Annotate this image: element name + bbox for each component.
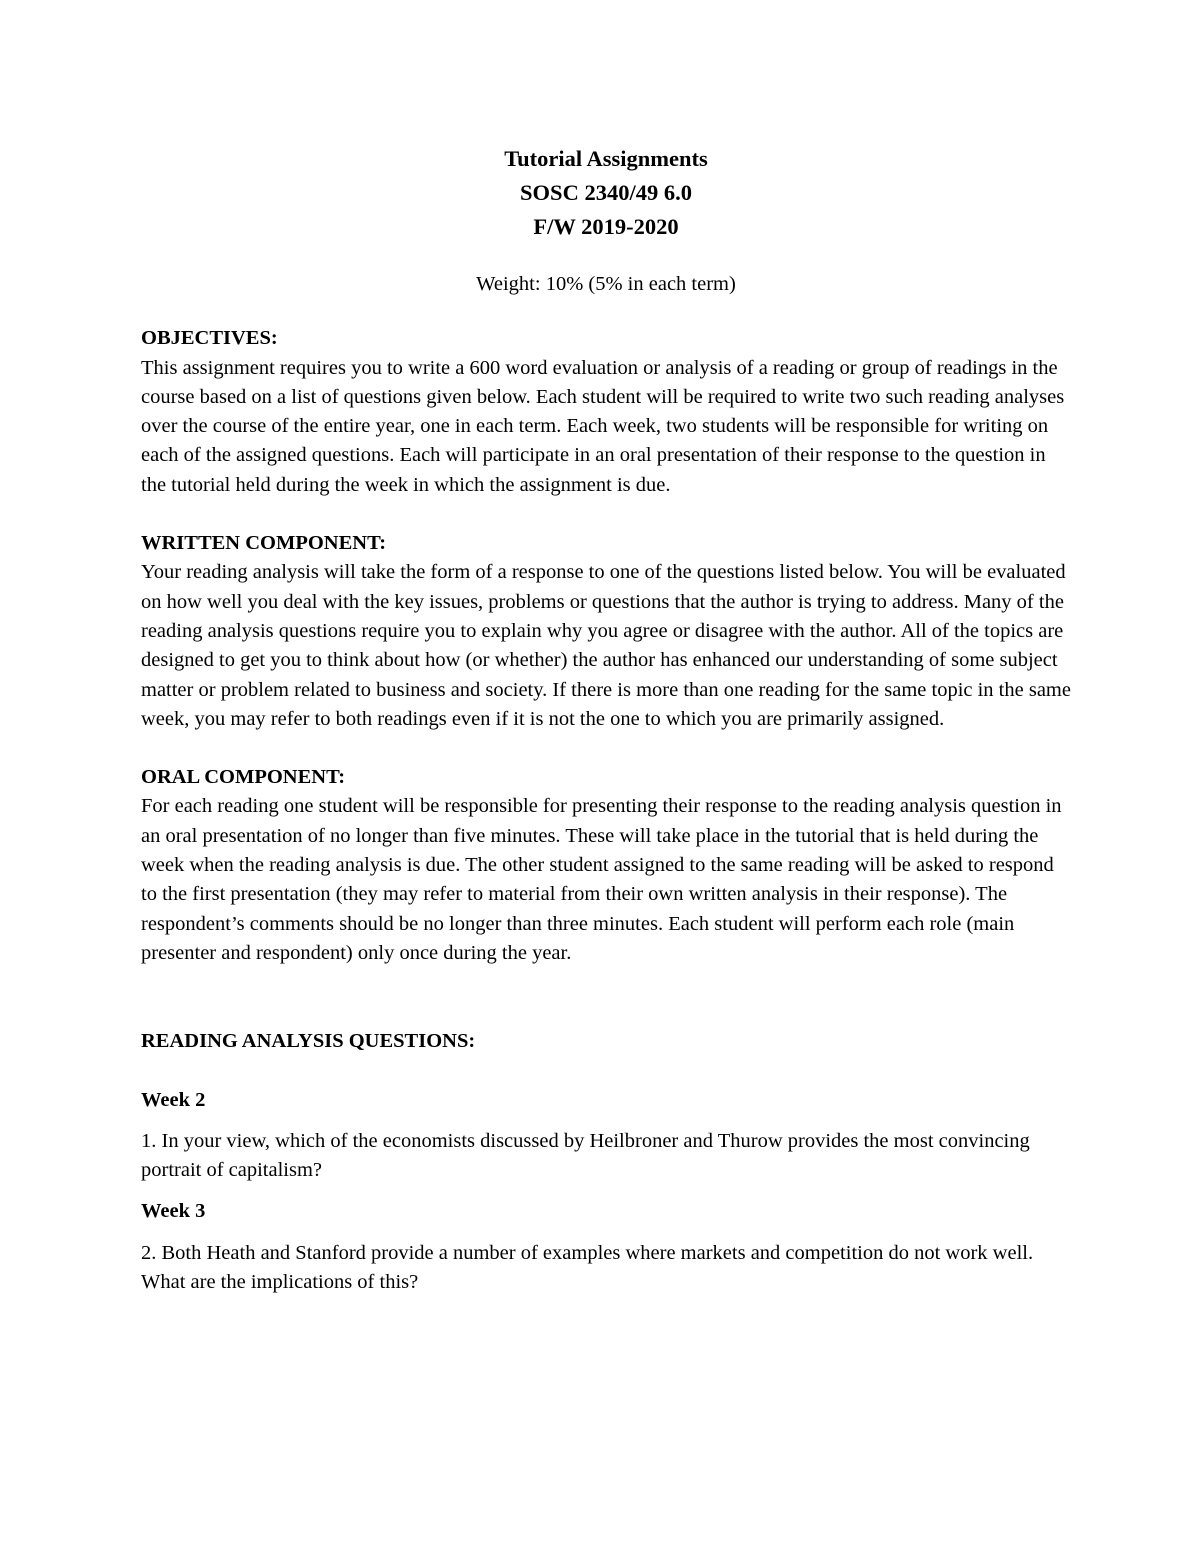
oral-component-paragraph: For each reading one student will be responsible for presenting their response to the reading analysis question in an oral presentation of no longer than five minutes. These will take place in the tutorial that is held during the week when the reading analysis is due. The other student assigned to the same reading will be asked to respond to the first presentation (they may refer to material from their own written analysis in their response). The respondent’s comments should be no longer than three minutes. Each student will perform each role (main presenter and respondent) only once during the year. bbox=[141, 795, 1062, 964]
question-item: 2. Both Heath and Stanford provide a number of examples where markets and competition do not work well. What are the implications of this? bbox=[141, 1241, 1034, 1294]
document-title: Tutorial Assignments bbox=[504, 146, 708, 171]
weight-line: Weight: 10% (5% in each term) bbox=[476, 273, 736, 295]
course-code: SOSC 2340/49 6.0 bbox=[520, 180, 692, 205]
term-label: F/W 2019-2020 bbox=[533, 214, 679, 239]
written-component-heading: WRITTEN COMPONENT: bbox=[141, 532, 387, 555]
week-heading: Week 3 bbox=[141, 1200, 206, 1223]
reading-analysis-heading: READING ANALYSIS QUESTIONS: bbox=[141, 1030, 476, 1053]
objectives-heading: OBJECTIVES: bbox=[141, 327, 278, 350]
document-page bbox=[141, 142, 1071, 1297]
objectives-paragraph: This assignment requires you to write a 600 word evaluation or analysis of a reading or group of readings in the course based on a list of questions given below. Each student will be required to write two such reading analyses over the course of the entire year, one in each term. Each week, two students will be responsible for writing on each of the assigned questions. Each will participate in an oral presentation of their response to the question in the tutorial held during the week in which the assignment is due. bbox=[141, 356, 1065, 496]
week-heading: Week 2 bbox=[141, 1088, 206, 1111]
oral-component-heading: ORAL COMPONENT: bbox=[141, 766, 346, 789]
written-component-paragraph: Your reading analysis will take the form of a response to one of the questions listed below. You will be evaluated on how well you deal with the key issues, problems or questions that the author is trying to address. Many of the reading analysis questions require you to explain why you agree or disagree with the author. All of the topics are designed to get you to think about how (or whether) the author has enhanced our understanding of some subject matter or problem related to business and society. If there is more than one reading for the same topic in the same week, you may refer to both readings even if it is not the one to which you are primarily assigned. bbox=[141, 561, 1071, 730]
question-item: 1. In your view, which of the economists discussed by Heilbroner and Thurow provides the most convincing portrait of capitalism? bbox=[141, 1129, 1030, 1182]
title-block bbox=[141, 142, 1071, 244]
